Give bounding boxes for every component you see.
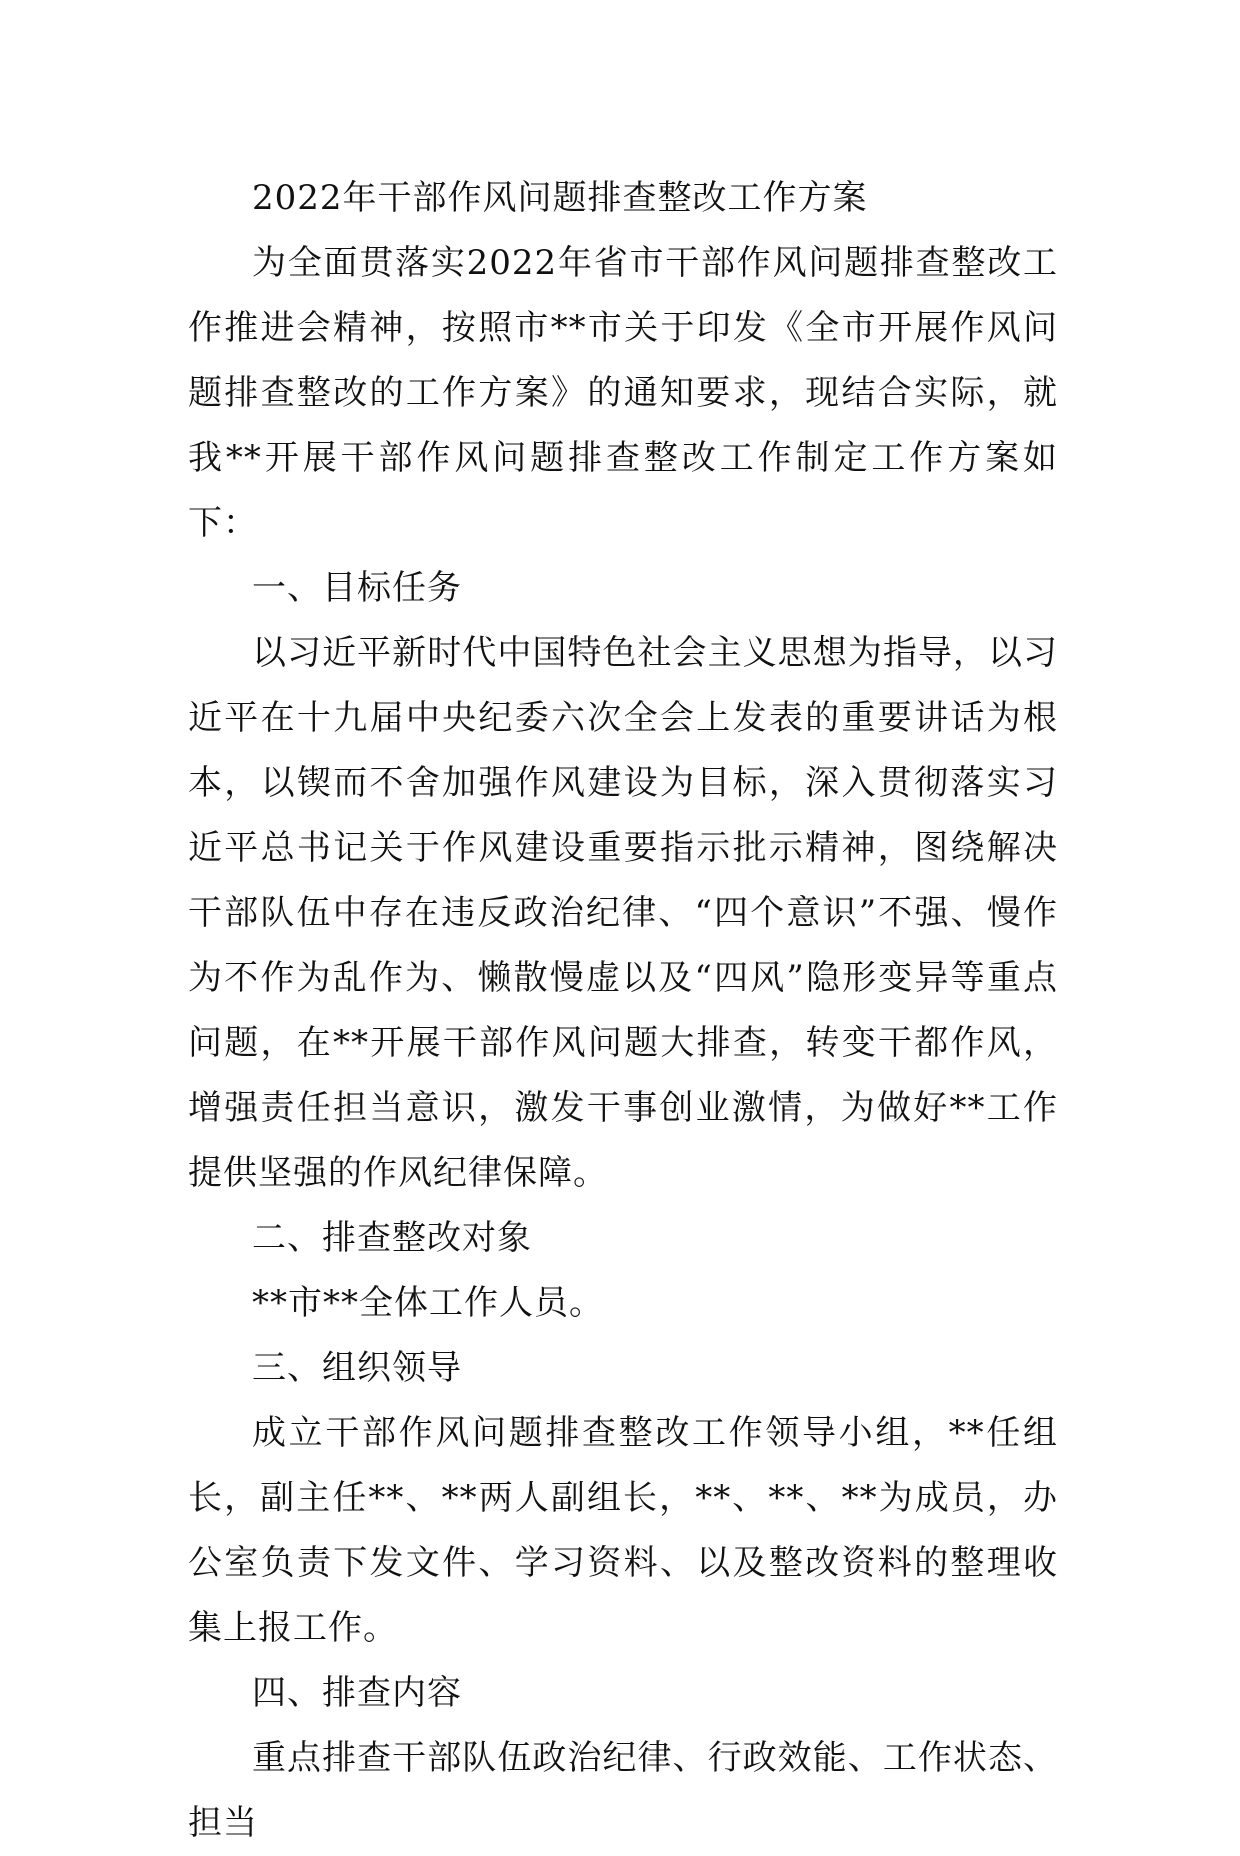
section-heading-4: 四、排查内容	[252, 1673, 462, 1713]
intro-paragraph: 为全面贯落实2022年省市干部作风问题排查整改工作推进会精神，按照市**市关于印发《全市开展作风问题排查整改的工作方案》的通知要求，现结合实际，就我**开展干部作风问题排查整改工作制定工作方案如下：	[188, 243, 1058, 543]
section-heading-3: 三、组织领导	[252, 1348, 462, 1388]
document-title: 2022年干部作风问题排查整改工作方案	[252, 178, 868, 218]
section-body-2: **市**全体工作人员。	[252, 1283, 604, 1323]
section-heading-2: 二、排查整改对象	[252, 1218, 532, 1258]
section-body-1: 以习近平新时代中国特色社会主义思想为指导，以习近平在十九届中央纪委六次全会上发表的重要讲话为根本，以锲而不舍加强作风建设为目标，深入贯彻落实习近平总书记关于作风建设重要指示批示精神，图绕解决干部队伍中存在违反政治纪律、“四个意识”不强、慢作为不作为乱作为、懒散慢虚以及“四风”隐形变异等重点问题，在**开展干部作风问题大排查，转变干都作风，增强责任担当意识，激发干事创业激情，为做好**工作提供坚强的作风纪律保障。	[188, 633, 1058, 1193]
section-heading-1: 一、目标任务	[252, 568, 462, 608]
section-body-4: 重点排查干部队伍政治纪律、行政效能、工作状态、担当	[188, 1738, 1058, 1843]
section-body-3: 成立干部作风问题排查整改工作领导小组，**任组长，副主任**、**两人副组长，**、**、**为成员，办公室负责下发文件、学习资料、以及整改资料的整理收集上报工作。	[188, 1413, 1058, 1648]
document-page	[188, 166, 1058, 1856]
